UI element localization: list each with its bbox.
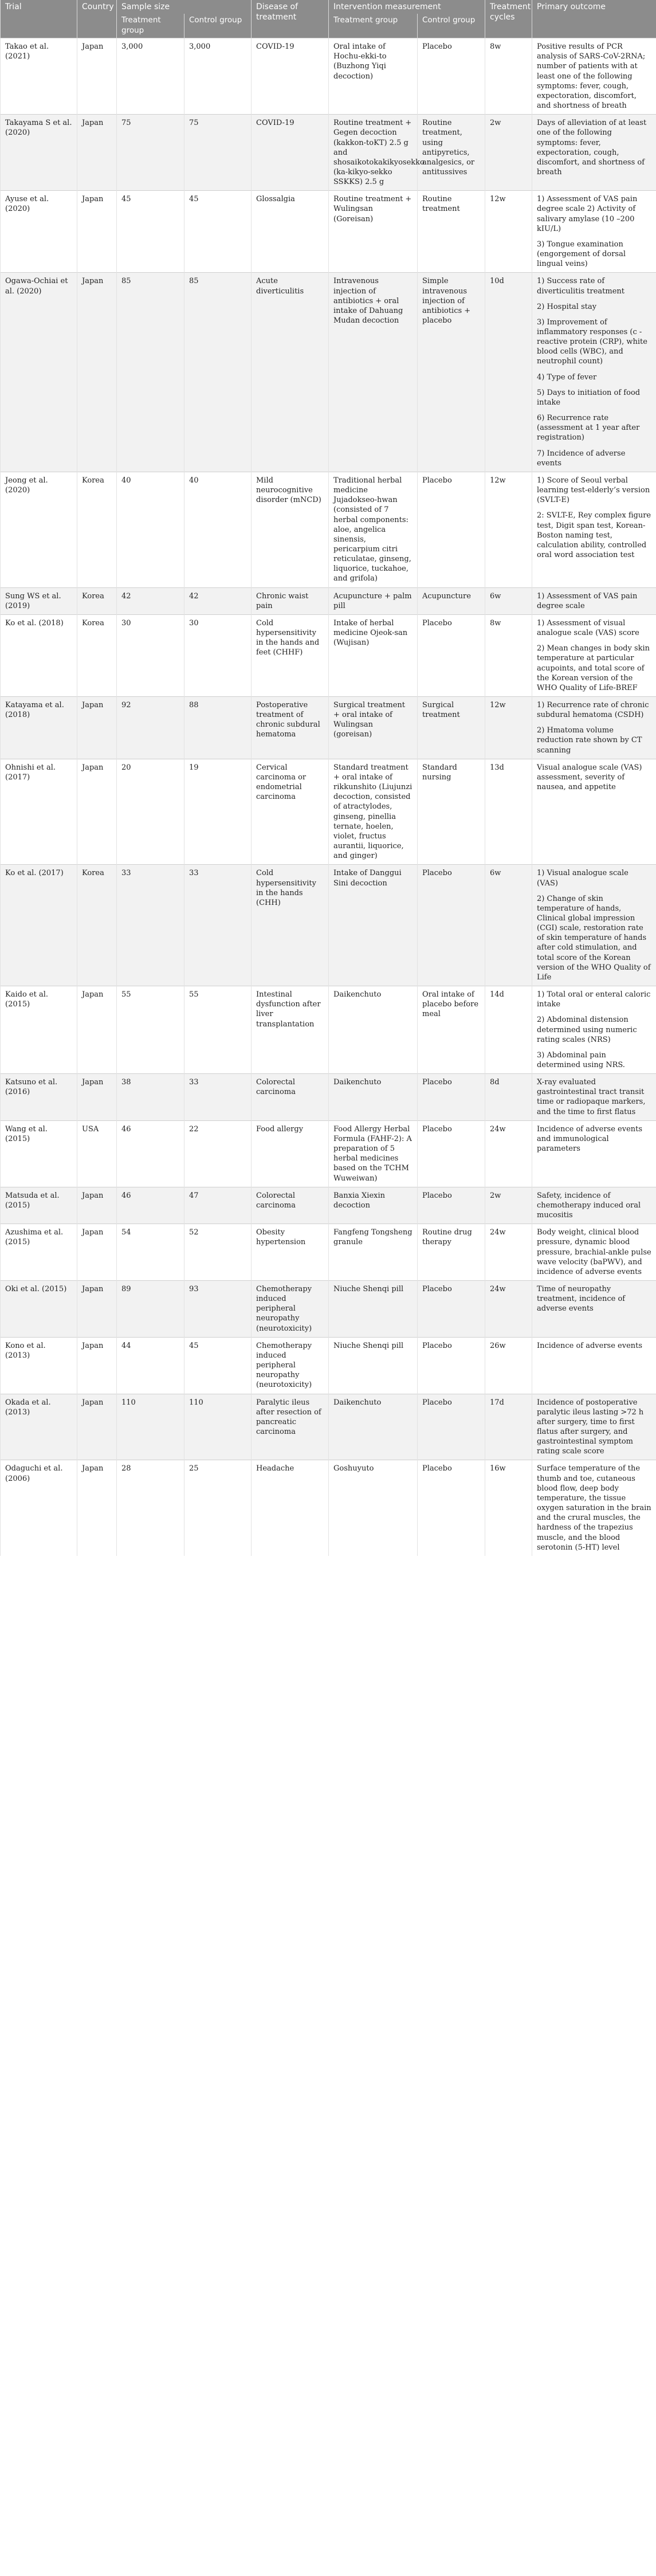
cell-control-sample: 30 [184,614,252,696]
cell-cycles: 8d [485,1074,532,1121]
cell-cycles: 17d [485,1394,532,1460]
table-row [1,1394,656,1460]
cell-cycles: 24w [485,1280,532,1337]
cell-treatment-intervention: Daikenchuto [329,1394,418,1460]
cell-control-sample: 45 [184,1337,252,1394]
cell-treatment-sample: 28 [117,1460,184,1556]
outcome-item: 1) Assessment of VAS pain degree scale 2) Activity of salivary amylase (10 –200 kIU/L) [537,195,638,233]
outcome-item: Incidence of adverse events [537,1341,643,1350]
cell-control-sample: 22 [184,1120,252,1187]
cell-disease: Chemotherapy induced peripheral neuropathy (neurotoxicity) [252,1337,329,1394]
cell-treatment-intervention: Food Allergy Herbal Formula (FAHF-2): A preparation of 5 herbal medicines based on the TCHM Wuweiwan) [329,1120,418,1187]
cell-outcome [532,472,656,587]
cell-trial: Ohnishi et al. (2017) [1,759,77,865]
table-row [1,38,656,115]
table-row [1,614,656,696]
cell-trial: Katayama et al. (2018) [1,697,77,759]
cell-outcome [532,1120,656,1187]
cell-treatment-sample: 45 [117,191,184,273]
cell-outcome [532,1394,656,1460]
cell-treatment-sample: 75 [117,115,184,191]
cell-treatment-sample: 3,000 [117,38,184,115]
cell-trial: Okada et al. (2013) [1,1394,77,1460]
cell-outcome [532,697,656,759]
cell-disease: Food allergy [252,1120,329,1187]
cell-trial: Ayuse et al. (2020) [1,191,77,273]
outcome-item: Visual analogue scale (VAS) assessment, severity of nausea, and appetite [537,763,642,792]
cell-control-sample: 75 [184,115,252,191]
cell-country: Japan [77,986,117,1074]
cell-treatment-intervention: Intake of herbal medicine Ojeok-san (Wujisan) [329,614,418,696]
cell-cycles: 2w [485,115,532,191]
cell-disease: Glossalgia [252,191,329,273]
cell-treatment-intervention: Banxia Xiexin decoction [329,1187,418,1224]
table-row [1,986,656,1074]
cell-control-intervention: Routine treatment, using antipyretics, analgesics, or antitussives [418,115,485,191]
cell-disease: Postoperative treatment of chronic subdural hematoma [252,697,329,759]
cell-trial: Katsuno et al. (2016) [1,1074,77,1121]
cell-treatment-sample: 38 [117,1074,184,1121]
table-row [1,865,656,986]
cell-control-intervention: Routine treatment [418,191,485,273]
table-row [1,1120,656,1187]
table-row [1,115,656,191]
cell-control-sample: 42 [184,587,252,614]
cell-trial: Wang et al. (2015) [1,1120,77,1187]
cell-outcome [532,1074,656,1121]
cell-treatment-sample: 54 [117,1224,184,1281]
table-row [1,191,656,273]
cell-treatment-intervention: Daikenchuto [329,1074,418,1121]
cell-trial: Matsuda et al. (2015) [1,1187,77,1224]
cell-cycles: 12w [485,472,532,587]
header-country: Country [77,0,117,38]
cell-treatment-sample: 85 [117,273,184,472]
header-intervention-control-group: Control group [418,14,485,38]
cell-trial: Takao et al. (2021) [1,38,77,115]
header-sample-treatment-group: Treatment group [117,14,184,38]
cell-treatment-sample: 20 [117,759,184,865]
cell-treatment-intervention: Goshuyuto [329,1460,418,1556]
outcome-item: Incidence of adverse events and immunological parameters [537,1124,643,1154]
cell-country: Japan [77,1224,117,1281]
cell-control-sample: 40 [184,472,252,587]
cell-country: Japan [77,1460,117,1556]
outcome-item: 3) Improvement of inflammatory responses (c -reactive protein (CRP), white blood cells (WBC), and neutrophil count) [537,317,647,366]
cell-treatment-intervention: Acupuncture + palm pill [329,587,418,614]
cell-country: Japan [77,759,117,865]
cell-treatment-sample: 33 [117,865,184,986]
cell-disease: Cervical carcinoma or endometrial carcinoma [252,759,329,865]
cell-trial: Azushima et al. (2015) [1,1224,77,1281]
outcome-item: 3) Abdominal pain determined using NRS. [537,1050,625,1069]
cell-control-sample: 47 [184,1187,252,1224]
cell-treatment-sample: 46 [117,1120,184,1187]
cell-outcome [532,614,656,696]
outcome-item: 2) Mean changes in body skin temperature at particular acupoints, and total score of the Korean version of the WHO Quality of Life-BREF [537,644,650,692]
outcome-item: 5) Days to initiation of food intake [537,388,641,407]
cell-outcome [532,1280,656,1337]
cell-outcome [532,1337,656,1394]
outcome-item: 1) Score of Seoul verbal learning test-elderly’s version (SVLT-E) [537,476,650,505]
table-row [1,1337,656,1394]
outcome-item: 1) Assessment of visual analogue scale (VAS) score [537,618,639,638]
cell-control-intervention: Placebo [418,1337,485,1394]
cell-treatment-intervention: Niuche Shenqi pill [329,1280,418,1337]
outcome-item: 1) Assessment of VAS pain degree scale [537,591,638,610]
cell-country: Japan [77,38,117,115]
outcome-item: 2) Change of skin temperature of hands, Clinical global impression (CGI) scale, restoration rate of skin temperature of hands after cold stimulation, and total score of the Korean version of the WHO Quality of Life [537,894,651,982]
cell-treatment-intervention: Daikenchuto [329,986,418,1074]
cell-disease: Colorectal carcinoma [252,1187,329,1224]
cell-treatment-intervention: Traditional herbal medicine Jujadokseo-hwan (consisted of 7 herbal components: aloe, angelica sinensis, pericarpium citri reticulatae, ginseng, liquorice, tuckahoe, and grifola) [329,472,418,587]
cell-treatment-sample: 40 [117,472,184,587]
outcome-item: 2) Hmatoma volume reduction rate shown by CT scanning [537,726,642,755]
outcome-item: Positive results of PCR analysis of SARS-CoV-2RNA; number of patients with at least one of the following symptoms: fever, cough, expectoration, discomfort, and shortness of breath [537,42,646,111]
table-row [1,1460,656,1556]
cell-cycles: 16w [485,1460,532,1556]
cell-control-sample: 93 [184,1280,252,1337]
cell-control-intervention: Routine drug therapy [418,1224,485,1281]
cell-country: Japan [77,273,117,472]
cell-country: Japan [77,1187,117,1224]
cell-treatment-intervention: Niuche Shenqi pill [329,1337,418,1394]
header-intervention: Intervention measurement [329,0,485,14]
cell-control-intervention: Placebo [418,38,485,115]
outcome-item: Days of alleviation of at least one of the following symptoms: fever, expectoration, cough, discomfort, and shortness of breath [537,119,647,177]
table-row [1,472,656,587]
cell-treatment-intervention: Fangfeng Tongsheng granule [329,1224,418,1281]
cell-disease: Intestinal dysfunction after liver transplantation [252,986,329,1074]
outcome-item: 1) Visual analogue scale (VAS) [537,869,628,888]
cell-treatment-sample: 42 [117,587,184,614]
cell-disease: Cold hypersensitivity in the hands (CHH) [252,865,329,986]
cell-country: Korea [77,587,117,614]
table-row [1,1187,656,1224]
table-row [1,1280,656,1337]
cell-disease: Mild neurocognitive disorder (mNCD) [252,472,329,587]
cell-cycles: 6w [485,865,532,986]
outcome-item: 6) Recurrence rate (assessment at 1 year after registration) [537,414,640,442]
cell-control-intervention: Simple intravenous injection of antibiotics + placebo [418,273,485,472]
outcome-item: 1) Total oral or enteral caloric intake [537,990,651,1009]
cell-treatment-sample: 110 [117,1394,184,1460]
cell-treatment-intervention: Standard treatment + oral intake of rikkunshito (Liujunzi decoction, consisted of atractylodes, ginseng, pinellia ternate, hoelen, violet, fructus aurantii, liquorice, and ginger) [329,759,418,865]
cell-control-sample: 33 [184,865,252,986]
table-row [1,587,656,614]
header-sample-control-group: Control group [184,14,252,38]
cell-control-intervention: Placebo [418,472,485,587]
cell-trial: Ko et al. (2017) [1,865,77,986]
outcome-item: X-ray evaluated gastrointestinal tract transit time or radiopaque markers, and the time to first flatus [537,1078,646,1116]
cell-control-intervention: Surgical treatment [418,697,485,759]
cell-outcome [532,1224,656,1281]
header-intervention-treatment-group: Treatment group [329,14,418,38]
table-row [1,697,656,759]
header-cycles: Treatment cycles [485,0,532,38]
table-row [1,273,656,472]
cell-control-intervention: Oral intake of placebo before meal [418,986,485,1074]
table-row [1,1074,656,1121]
cell-disease: Chemotherapy induced peripheral neuropathy (neurotoxicity) [252,1280,329,1337]
cell-cycles: 8w [485,38,532,115]
outcome-item: 1) Success rate of diverticulitis treatment [537,277,625,296]
cell-treatment-intervention: Surgical treatment + oral intake of Wulingsan (goreisan) [329,697,418,759]
cell-control-intervention: Placebo [418,1120,485,1187]
cell-outcome [532,191,656,273]
outcome-item: 4) Type of fever [537,373,597,382]
table-header [1,0,656,38]
cell-cycles: 12w [485,191,532,273]
table-row [1,759,656,865]
outcome-item: Time of neuropathy treatment, incidence of adverse events [537,1284,626,1314]
outcome-item: 2) Abdominal distension determined using numeric rating scales (NRS) [537,1015,637,1044]
outcome-item: 2: SVLT-E, Rey complex figure test, Digit span test, Korean-Boston naming test, calculation ability, controlled oral word association test [537,511,651,559]
cell-disease: Acute diverticulitis [252,273,329,472]
cell-control-sample: 3,000 [184,38,252,115]
cell-control-intervention: Placebo [418,1394,485,1460]
cell-trial: Ogawa-Ochiai et al. (2020) [1,273,77,472]
cell-control-sample: 33 [184,1074,252,1121]
cell-control-sample: 45 [184,191,252,273]
table-row [1,1224,656,1281]
cell-control-sample: 88 [184,697,252,759]
cell-outcome [532,759,656,865]
cell-disease: Obesity hypertension [252,1224,329,1281]
outcome-item: 3) Tongue examination (engorgement of dorsal lingual veins) [537,240,626,269]
cell-control-intervention: Acupuncture [418,587,485,614]
cell-country: Korea [77,472,117,587]
cell-cycles: 6w [485,587,532,614]
cell-country: Japan [77,1394,117,1460]
cell-disease: COVID-19 [252,115,329,191]
table-body [1,38,656,1556]
cell-control-intervention: Placebo [418,614,485,696]
cell-treatment-sample: 92 [117,697,184,759]
cell-outcome [532,865,656,986]
cell-control-intervention: Placebo [418,1280,485,1337]
cell-outcome [532,38,656,115]
cell-control-sample: 85 [184,273,252,472]
cell-outcome [532,986,656,1074]
cell-treatment-intervention: Routine treatment + Gegen decoction (kakkon-toKT) 2.5 g and shosaikotokakikyosekko (ka-kikyo-sekko SSKKS) 2.5 g [329,115,418,191]
cell-treatment-intervention: Intravenous injection of antibiotics + oral intake of Dahuang Mudan decoction [329,273,418,472]
cell-trial: Jeong et al. (2020) [1,472,77,587]
cell-control-intervention: Placebo [418,865,485,986]
cell-treatment-sample: 55 [117,986,184,1074]
cell-cycles: 8w [485,614,532,696]
outcome-item: Surface temperature of the thumb and toe, cutaneous blood flow, deep body temperature, the tissue oxygen saturation in the brain and the crural muscles, the hardness of the trapezius muscle, and the blood serotonin (5-HT) level [537,1464,651,1552]
cell-disease: Paralytic ileus after resection of pancreatic carcinoma [252,1394,329,1460]
cell-control-sample: 52 [184,1224,252,1281]
cell-treatment-sample: 44 [117,1337,184,1394]
cell-control-intervention: Standard nursing [418,759,485,865]
cell-cycles: 13d [485,759,532,865]
cell-treatment-intervention: Routine treatment + Wulingsan (Goreisan) [329,191,418,273]
cell-disease: Colorectal carcinoma [252,1074,329,1121]
cell-trial: Takayama S et al. (2020) [1,115,77,191]
cell-country: USA [77,1120,117,1187]
cell-cycles: 10d [485,273,532,472]
cell-cycles: 24w [485,1120,532,1187]
cell-trial: Ko et al. (2018) [1,614,77,696]
cell-country: Japan [77,1280,117,1337]
cell-cycles: 26w [485,1337,532,1394]
cell-cycles: 24w [485,1224,532,1281]
cell-trial: Sung WS et al. (2019) [1,587,77,614]
cell-control-intervention: Placebo [418,1187,485,1224]
cell-trial: Odaguchi et al. (2006) [1,1460,77,1556]
cell-control-intervention: Placebo [418,1074,485,1121]
cell-treatment-sample: 89 [117,1280,184,1337]
cell-control-sample: 55 [184,986,252,1074]
header-sample-size: Sample size [117,0,252,14]
cell-trial: Oki et al. (2015) [1,1280,77,1337]
outcome-item: 1) Recurrence rate of chronic subdural hematoma (CSDH) [537,701,649,720]
cell-country: Japan [77,697,117,759]
header-outcome: Primary outcome [532,0,656,38]
cell-outcome [532,1187,656,1224]
cell-country: Japan [77,1337,117,1394]
cell-country: Korea [77,614,117,696]
outcome-item: 2) Hospital stay [537,302,597,311]
cell-cycles: 2w [485,1187,532,1224]
cell-treatment-sample: 46 [117,1187,184,1224]
cell-country: Japan [77,1074,117,1121]
cell-disease: Chronic waist pain [252,587,329,614]
cell-treatment-intervention: Oral intake of Hochu-ekki-to (Buzhong Yiqi decoction) [329,38,418,115]
header-disease: Disease of treatment [252,0,329,38]
header-trial: Trial [1,0,77,38]
cell-control-sample: 110 [184,1394,252,1460]
cell-trial: Kono et al. (2013) [1,1337,77,1394]
cell-treatment-sample: 30 [117,614,184,696]
cell-control-sample: 25 [184,1460,252,1556]
outcome-item: Incidence of postoperative paralytic ileus lasting >72 h after surgery, time to first flatus after surgery, and gastrointestinal symptom rating scale score [537,1398,644,1456]
cell-country: Korea [77,865,117,986]
cell-country: Japan [77,191,117,273]
cell-outcome [532,273,656,472]
outcome-item: Body weight, clinical blood pressure, dynamic blood pressure, brachial-ankle pulse wave velocity (baPWV), and incidence of adverse events [537,1228,651,1276]
cell-outcome [532,587,656,614]
cell-cycles: 12w [485,697,532,759]
cell-trial: Kaido et al. (2015) [1,986,77,1074]
outcome-item: Safety, incidence of chemotherapy induced oral mucositis [537,1191,641,1220]
cell-disease: Headache [252,1460,329,1556]
cell-outcome [532,1460,656,1556]
cell-treatment-intervention: Intake of Danggui Sini decoction [329,865,418,986]
cell-disease: Cold hypersensitivity in the hands and feet (CHHF) [252,614,329,696]
outcome-item: 7) Incidence of adverse events [537,449,626,468]
cell-cycles: 14d [485,986,532,1074]
cell-control-intervention: Placebo [418,1460,485,1556]
cell-disease: COVID-19 [252,38,329,115]
cell-control-sample: 19 [184,759,252,865]
cell-outcome [532,115,656,191]
cell-country: Japan [77,115,117,191]
